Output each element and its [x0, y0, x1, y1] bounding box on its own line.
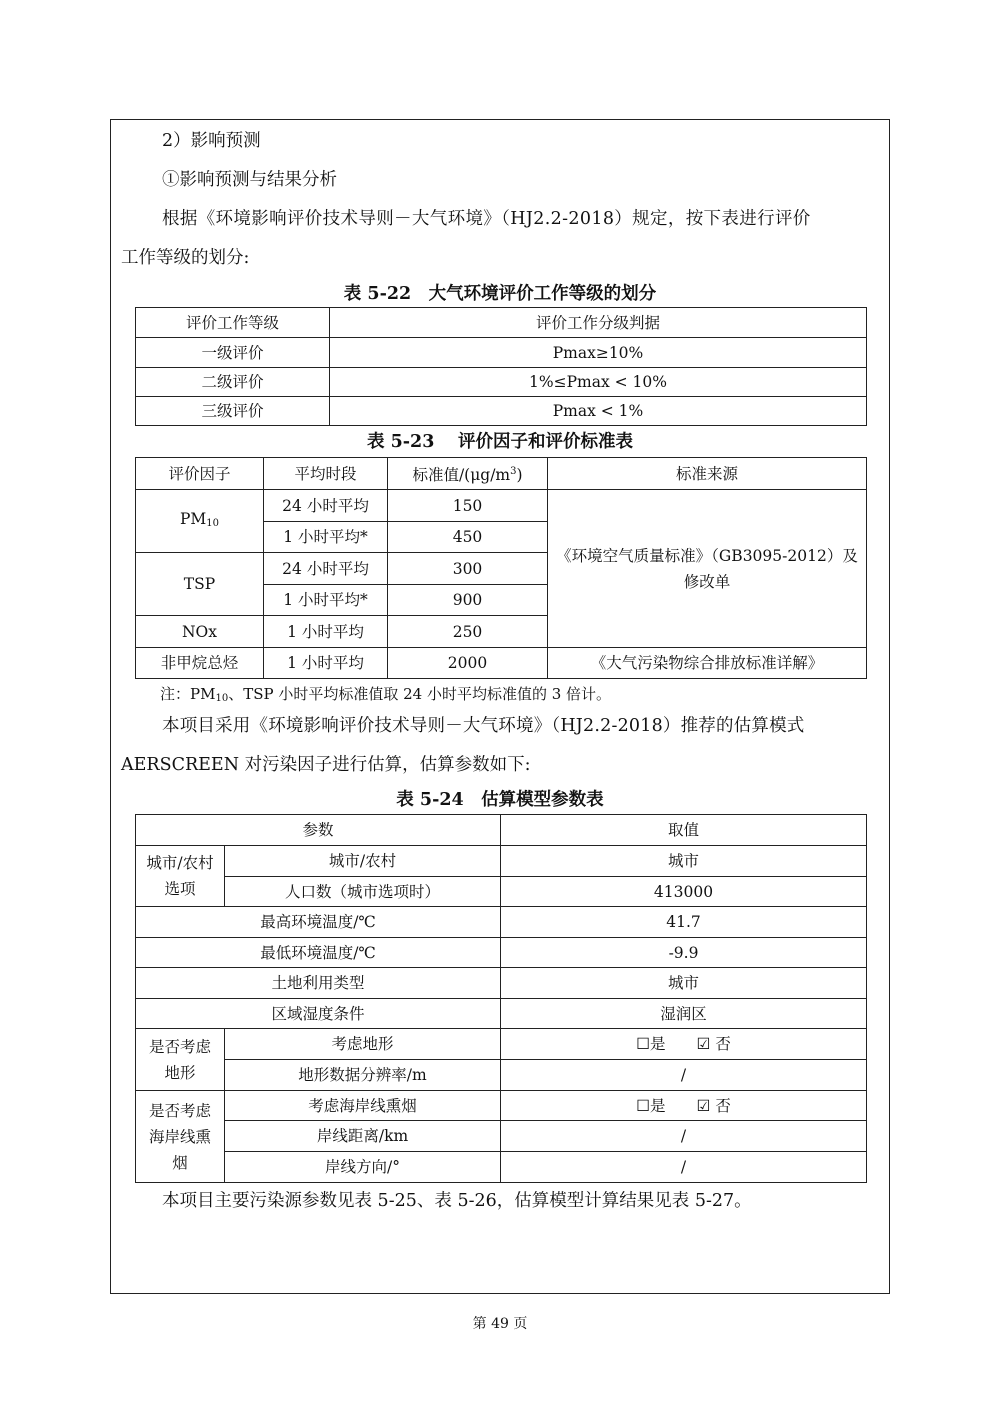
table-cell: 1 小时平均 [264, 616, 388, 648]
table-row [136, 968, 867, 999]
table-cell: 区域湿度条件 [136, 999, 501, 1029]
paragraph-3: 本项目主要污染源参数见表 5-25、表 5-26，估算模型计算结果见表 5-27。 [162, 1191, 752, 1211]
table-cell: / [501, 1121, 867, 1152]
table-5-24-caption: 表 5-24 估算模型参数表 [396, 790, 604, 810]
table-cell: Pmax≥10% [330, 338, 867, 368]
table-row [136, 1152, 867, 1183]
heading-circle1: ①影响预测与结果分析 [162, 170, 337, 190]
table-row [136, 999, 867, 1029]
table-row [136, 338, 867, 368]
header-cell: 参数 [136, 815, 501, 846]
table-row [136, 490, 867, 522]
table-cell: Pmax < 1% [330, 397, 867, 426]
table-row [136, 815, 867, 846]
table-row [136, 458, 867, 490]
table-row [136, 877, 867, 907]
table-cell: 城市/农村 [225, 846, 501, 877]
table-cell: 土地利用类型 [136, 968, 501, 999]
header-cell: 评价因子 [136, 458, 264, 490]
table-cell: 450 [388, 522, 548, 553]
table-cell: / [501, 1060, 867, 1091]
table-5-23-caption: 表 5-23 评价因子和评价标准表 [367, 432, 633, 452]
table-cell: 24 小时平均 [264, 490, 388, 522]
table-row [136, 397, 867, 426]
header-cell: 评价工作等级 [136, 308, 330, 338]
checkbox-cell: ☐是 ☑ 否 [501, 1091, 867, 1121]
tsp-cell: TSP [136, 553, 264, 616]
table-row [136, 938, 867, 968]
table-cell: 城市 [501, 846, 867, 877]
paragraph-1-line-2: 工作等级的划分: [121, 248, 250, 268]
table-cell: 1 小时平均* [264, 585, 388, 616]
header-cell: 评价工作分级判据 [330, 308, 867, 338]
table-cell: / [501, 1152, 867, 1183]
table-cell: 24 小时平均 [264, 553, 388, 585]
table-cell: 岸线方向/° [225, 1152, 501, 1183]
pm10-cell: $PM_{10}$ [136, 490, 264, 553]
table-cell: 地形数据分辨率/m [225, 1060, 501, 1091]
header-cell: 平均时段 [264, 458, 388, 490]
table-row [136, 308, 867, 338]
table-5-24 [135, 814, 867, 1183]
table-cell: 考虑地形 [225, 1029, 501, 1060]
table-5-22-caption: 表 5-22 大气环境评价工作等级的划分 [343, 284, 657, 304]
coast-group-cell: 是否考虑海岸线熏烟 [136, 1091, 225, 1183]
table-cell: -9.9 [501, 938, 867, 968]
table-cell: 一级评价 [136, 338, 330, 368]
table-cell: 岸线距离/km [225, 1121, 501, 1152]
table-cell: 1 小时平均* [264, 522, 388, 553]
table-cell: 900 [388, 585, 548, 616]
table-cell: 1 小时平均 [264, 648, 388, 679]
header-cell: 标准值$/(\mu g/m^3)$ [388, 458, 548, 490]
table-cell: 三级评价 [136, 397, 330, 426]
table-cell: 考虑海岸线熏烟 [225, 1091, 501, 1121]
header-cell: 取值 [501, 815, 867, 846]
table-row [136, 1060, 867, 1091]
table-row [136, 1029, 867, 1060]
table-cell: 413000 [501, 877, 867, 907]
table-cell: NOx [136, 616, 264, 648]
source-cell: 《环境空气质量标准》（GB3095-2012）及修改单 [548, 490, 867, 648]
table-row [136, 846, 867, 877]
table-cell: 城市 [501, 968, 867, 999]
table-cell: 《大气污染物综合排放标准详解》 [548, 648, 867, 679]
table-row [136, 907, 867, 938]
table-cell: 湿润区 [501, 999, 867, 1029]
table-cell: 300 [388, 553, 548, 585]
heading-2: 2）影响预测 [162, 131, 261, 151]
checkbox-cell: ☐是 ☑ 否 [501, 1029, 867, 1060]
table-row [136, 1091, 867, 1121]
table-cell: 250 [388, 616, 548, 648]
table-5-22 [135, 307, 867, 426]
terrain-group-cell: 是否考虑地形 [136, 1029, 225, 1091]
table-cell: 1%≤Pmax < 10% [330, 368, 867, 397]
table-cell: 非甲烷总烃 [136, 648, 264, 679]
table-5-23 [135, 457, 867, 679]
table-cell: 人口数（城市选项时） [225, 877, 501, 907]
page-number: 第 49 页 [472, 1316, 528, 1332]
table-row [136, 1121, 867, 1152]
table-5-23-note: 注：$PM_{10}$、TSP 小时平均标准值取 24 小时平均标准值的 3 倍计。 [160, 685, 612, 704]
paragraph-1-line-1: 根据《环境影响评价技术导则－大气环境》（HJ2.2-2018）规定，按下表进行评价 [162, 209, 811, 229]
table-cell: 二级评价 [136, 368, 330, 397]
table-cell: 最高环境温度/℃ [136, 907, 501, 938]
table-cell: 150 [388, 490, 548, 522]
paragraph-2-line-2: AERSCREEN 对污染因子进行估算，估算参数如下: [121, 755, 531, 775]
table-cell: 2000 [388, 648, 548, 679]
table-row [136, 648, 867, 679]
table-cell: 41.7 [501, 907, 867, 938]
paragraph-2-line-1: 本项目采用《环境影响评价技术导则－大气环境》（HJ2.2-2018）推荐的估算模式 [162, 716, 805, 736]
table-row [136, 368, 867, 397]
urban-group-cell: 城市/农村选项 [136, 846, 225, 907]
header-cell: 标准来源 [548, 458, 867, 490]
table-cell: 最低环境温度/℃ [136, 938, 501, 968]
